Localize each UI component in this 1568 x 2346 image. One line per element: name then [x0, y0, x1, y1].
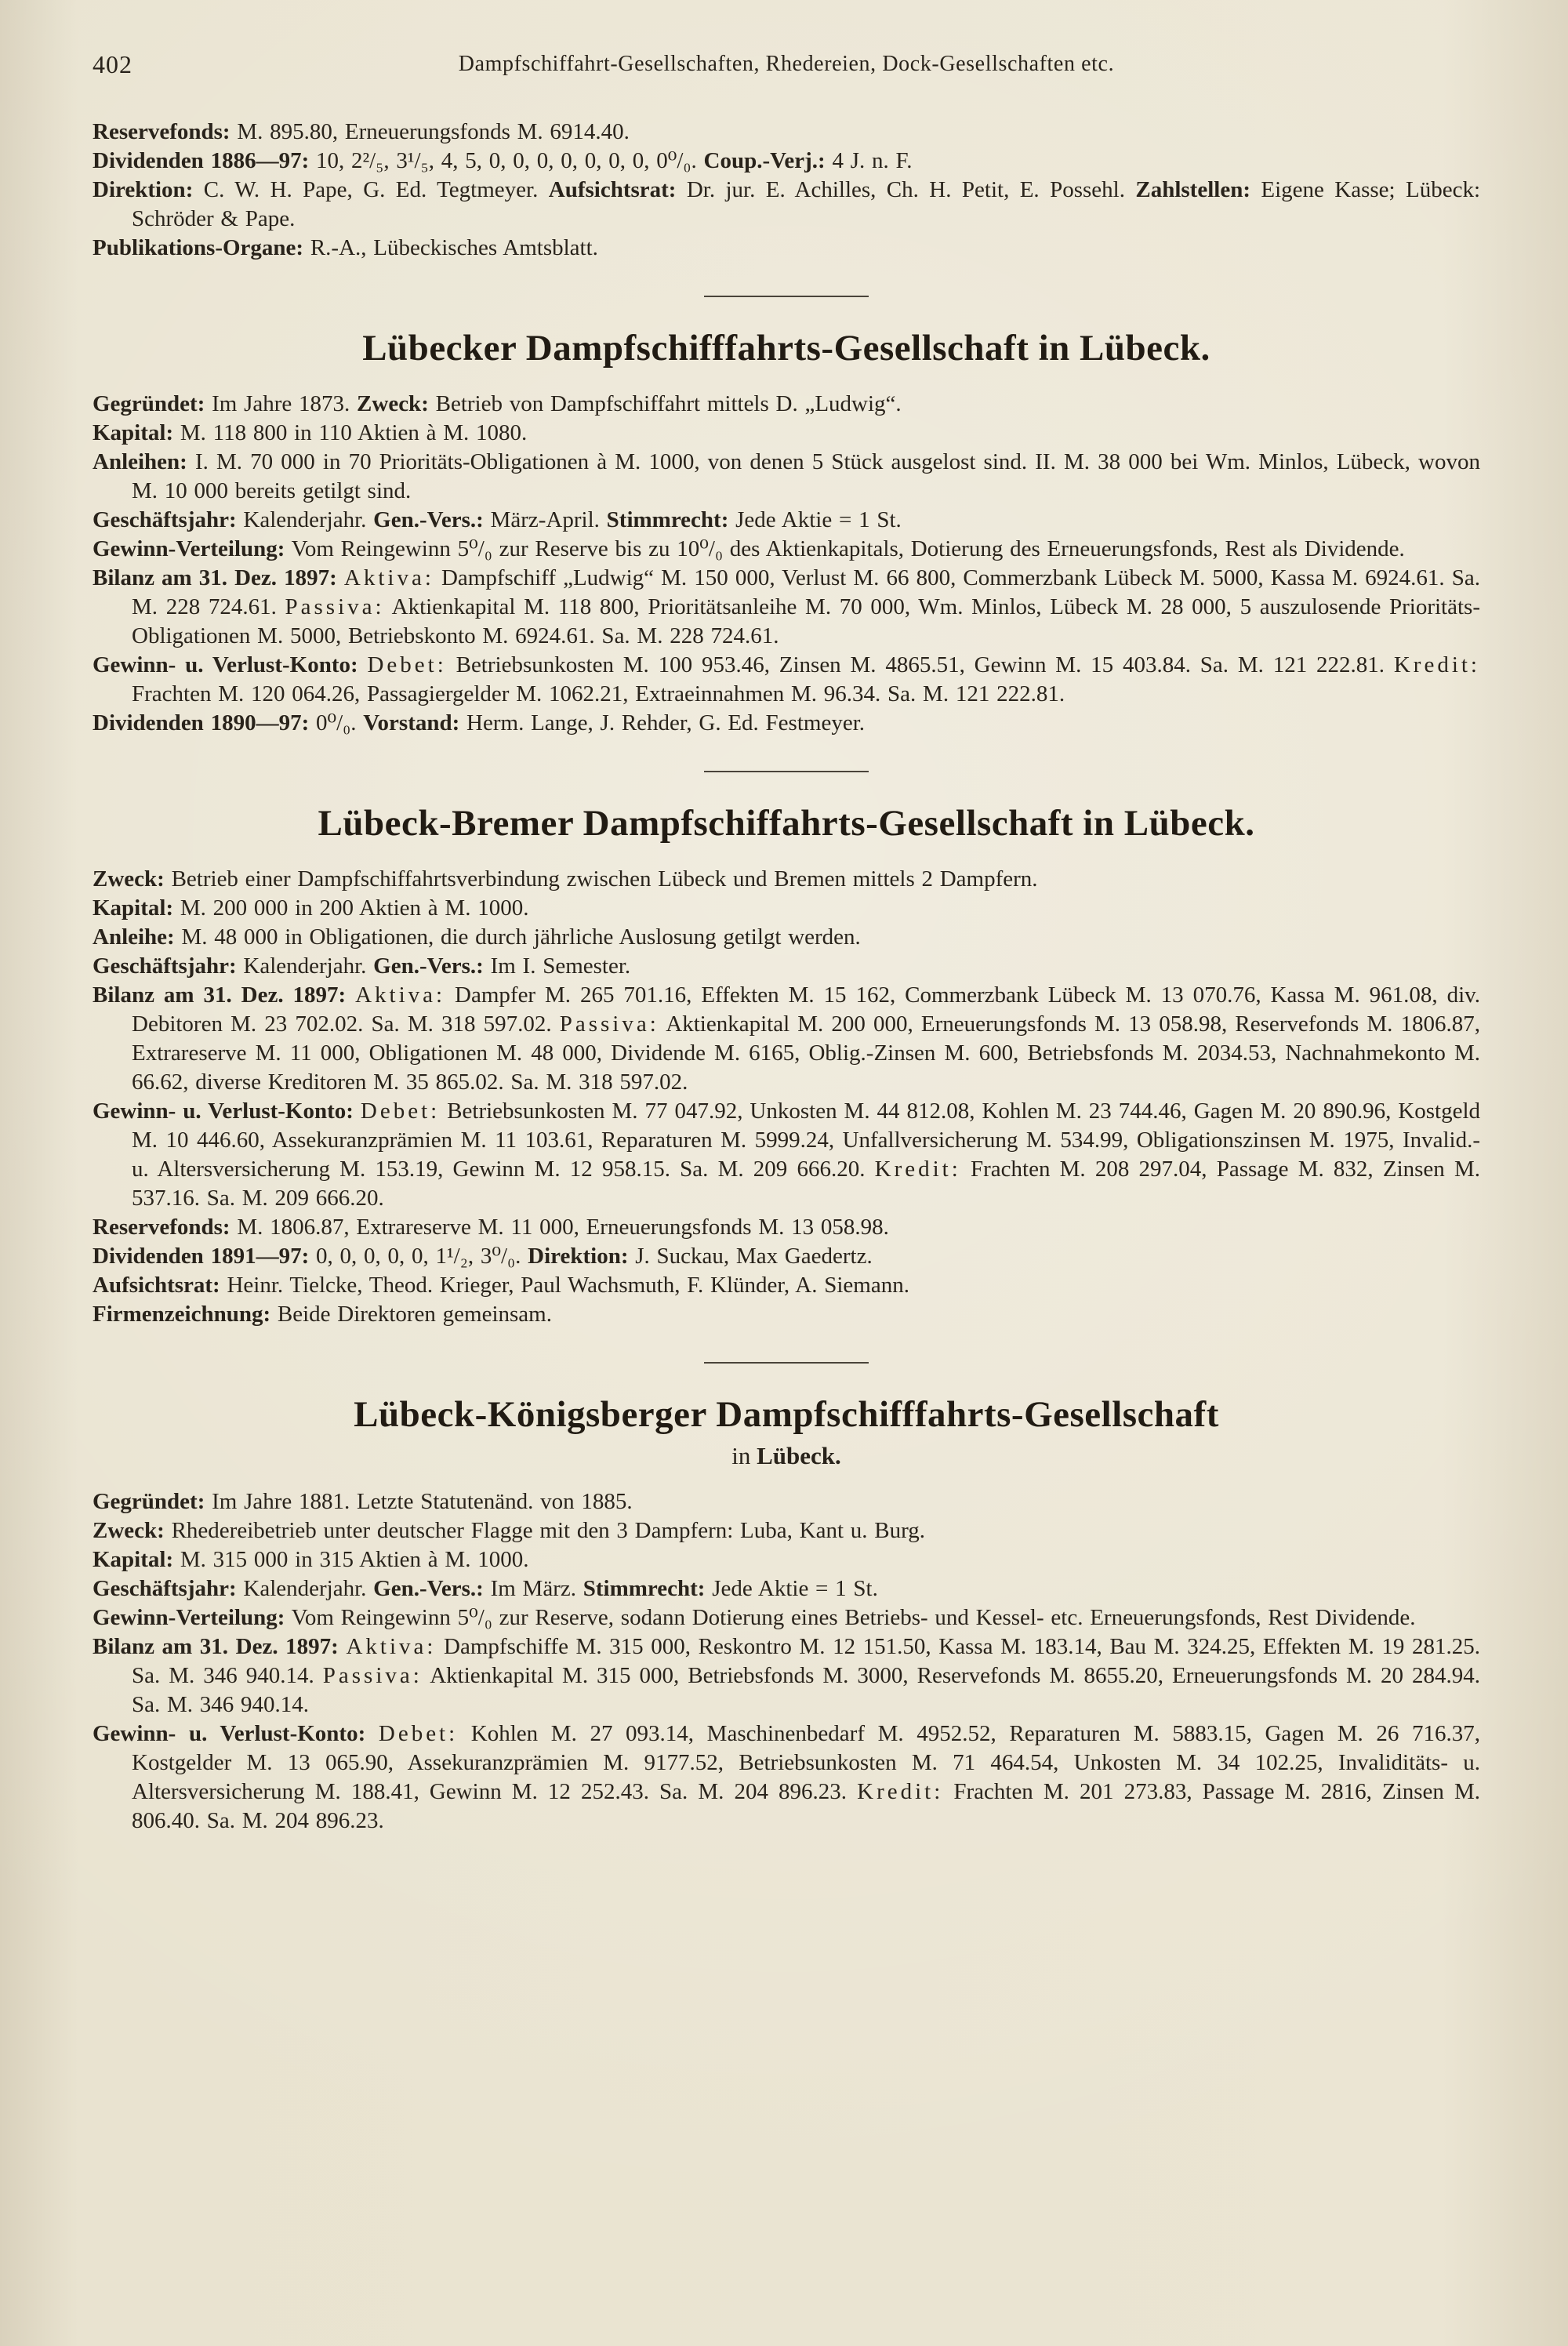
bold-label: Gewinn- u. Verlust-Konto: [93, 1721, 366, 1746]
text-run: M. 315 000 in 315 Aktien à M. 1000. [173, 1547, 529, 1572]
bold-label: Reservefonds: [93, 1215, 230, 1240]
text-run: 0, 0, 0, 0, 0, 1¹/₂, 3⁰/₀. [309, 1244, 528, 1269]
section-subheading [93, 1442, 1480, 1470]
bold-label: Direktion: [93, 177, 194, 202]
spaced-label: Debet: [360, 1099, 441, 1124]
bold-label: Bilanz am 31. Dez. 1897: [93, 1634, 339, 1659]
spaced-label: Passiva: [322, 1663, 423, 1688]
text-run: Im Jahre 1881. Letzte Statutenänd. von 1885. [205, 1489, 633, 1514]
bold-label: Publikations-Organe: [93, 235, 304, 260]
text-run: Frachten M. 201 273.83, Passage M. 2816, Zinsen M. 806.40. Sa. M. 204 896.23. [132, 1779, 1480, 1833]
entry-paragraph [93, 1603, 1480, 1632]
spaced-label: Kredit: [857, 1779, 944, 1804]
bold-label: Kapital: [93, 895, 174, 921]
entry-paragraph [93, 923, 1480, 952]
bold-label: Stimmrecht: [606, 507, 729, 532]
bold-label: Gen.-Vers.: [373, 953, 484, 979]
bold-label: Zweck: [93, 1518, 165, 1543]
entry-paragraph [93, 981, 1480, 1097]
spaced-label: Kredit: [874, 1157, 961, 1182]
text-run: M. 48 000 in Obligationen, die durch jährliche Auslosung getilgt werden. [174, 924, 861, 950]
section-divider [704, 1362, 869, 1364]
bold-label: Gegründet: [93, 1489, 205, 1514]
bold-label: Gen.-Vers.: [373, 1576, 484, 1601]
text-run: Herm. Lange, J. Rehder, G. Ed. Festmeyer. [459, 710, 866, 735]
entry-paragraph [93, 865, 1480, 894]
spaced-label: Kredit: [1393, 652, 1480, 677]
page-number: 402 [93, 50, 132, 78]
bold-label: Gewinn- u. Verlust-Konto: [93, 652, 358, 677]
entry-paragraph [93, 1516, 1480, 1545]
text-run: Frachten M. 208 297.04, Passage M. 832, Zinsen M. 537.16. Sa. M. 209 666.20. [132, 1157, 1481, 1211]
text-run: Betriebsunkosten M. 77 047.92, Unkosten M. 44 812.08, Kohlen M. 23 744.46, Gagen M. 20 890.96, Kostgeld M. 10 446.60, Assekuranzprämien M. 11 103.61, Reparaturen M. 5999.24, Unfallversicherung M. 534.99, Obligationszinsen M. 1975, Invalid.- u. Altersversicherung M. 153.19, Gewinn M. 12 958.15. Sa. M. 209 666.20. [132, 1099, 1480, 1182]
bold-label: Gegründet: [93, 391, 205, 416]
bold-label: Firmenzeichnung: [93, 1302, 271, 1327]
entry-paragraph [93, 709, 1480, 738]
spaced-label: Aktiva: [343, 565, 434, 590]
bold-label: Anleihen: [93, 449, 187, 474]
text-run: Eigene Kasse; Lübeck: Schröder & Pape. [132, 177, 1481, 231]
text-run: Kalenderjahr. [236, 1576, 374, 1601]
entry-paragraph [93, 535, 1480, 564]
text-run: Dampfer M. 265 701.16, Effekten M. 15 162, Commerzbank Lübeck M. 13 070.76, Kassa M. 961.08, div. Debitoren M. 23 702.02. Sa. M. 318 597.02. [132, 982, 1481, 1037]
entry-paragraph [93, 419, 1480, 448]
text-run [354, 1099, 361, 1124]
entry-paragraph [93, 952, 1480, 981]
entry-paragraph [93, 651, 1480, 709]
bold-label: Anleihe: [93, 924, 175, 950]
section-divider [704, 296, 869, 297]
text-run: Kalenderjahr. [236, 953, 374, 979]
entry-paragraph [93, 176, 1480, 234]
bold-label: Reservefonds: [93, 119, 230, 144]
spaced-label: Debet: [367, 652, 447, 677]
sections-container [93, 118, 1480, 1836]
spaced-label: Debet: [378, 1721, 459, 1746]
bold-label: Aufsichtsrat: [548, 177, 677, 202]
text-run: 10, 2²/₅, 3¹/₅, 4, 5, 0, 0, 0, 0, 0, 0, 0, 0⁰/₀. [309, 148, 704, 173]
company-section [93, 118, 1480, 263]
bold-label: Coup.-Verj.: [703, 148, 826, 173]
text-run: Im März. [483, 1576, 583, 1601]
text-run: Betrieb von Dampfschiffahrt mittels D. „Ludwig“. [428, 391, 902, 416]
bold-label: Bilanz am 31. Dez. 1897: [93, 982, 347, 1008]
text-run [358, 652, 368, 677]
entry-paragraph [93, 1574, 1480, 1603]
text-run: M. 1806.87, Extrareserve M. 11 000, Erneuerungsfonds M. 13 058.98. [230, 1215, 889, 1240]
text-run: Dr. jur. E. Achilles, Ch. H. Petit, E. Possehl. [676, 177, 1136, 202]
entry-paragraph [93, 1487, 1480, 1516]
text-run: Betrieb einer Dampfschiffahrtsverbindung zwischen Lübeck und Bremen mittels 2 Dampfern. [164, 866, 1038, 892]
text-run [346, 982, 355, 1008]
bold-label: Kapital: [93, 420, 174, 445]
bold-label: Geschäftsjahr: [93, 1576, 237, 1601]
text-run: Im Jahre 1873. [205, 391, 358, 416]
company-section [93, 771, 1480, 1329]
bold-label: Dividenden 1886—97: [93, 148, 310, 173]
spaced-label: Aktiva: [346, 1634, 437, 1659]
section-heading: Lübeck-Bremer Dampfschiffahrts-Gesellschaft in Lübeck. [318, 803, 1255, 844]
entry-paragraph [93, 390, 1480, 419]
text-run: in [731, 1442, 757, 1469]
entry-paragraph [93, 894, 1480, 923]
text-run: Kalenderjahr. [236, 507, 374, 532]
text-run: Jede Aktie = 1 St. [705, 1576, 878, 1601]
text-run [365, 1721, 379, 1746]
text-run: Vom Reingewinn 5⁰/₀ zur Reserve bis zu 10⁰/₀ des Aktienkapitals, Dotierung des Erneuerungsfonds, Rest als Dividende. [285, 536, 1405, 561]
entry-paragraph [93, 1300, 1480, 1329]
entry-paragraph [93, 1097, 1480, 1213]
bold-label: Gewinn-Verteilung: [93, 1605, 285, 1630]
running-header [93, 50, 1480, 85]
section-divider [704, 771, 869, 772]
entry-paragraph [93, 1632, 1480, 1720]
text-run: C. W. H. Pape, G. Ed. Tegtmeyer. [193, 177, 549, 202]
bold-label: Aufsichtsrat: [93, 1273, 220, 1298]
text-run: Im I. Semester. [483, 953, 631, 979]
bold-label: Direktion: [528, 1244, 629, 1269]
company-section [93, 1362, 1480, 1836]
entry-paragraph [93, 1213, 1480, 1242]
text-run: Aktienkapital M. 118 800, Prioritätsanleihe M. 70 000, Wm. Minlos, Lübeck M. 28 000, 5 auszulosende Prioritäts-Obligationen M. 5000, Betriebskonto M. 6924.61. Sa. M. 228 724.61. [132, 594, 1480, 648]
entry-paragraph [93, 147, 1480, 176]
text-run: J. Suckau, Max Gaedertz. [628, 1244, 873, 1269]
text-run: Vom Reingewinn 5⁰/₀ zur Reserve, sodann Dotierung eines Betriebs- und Kessel- etc. Erneuerungsfonds, Rest Dividende. [285, 1605, 1416, 1630]
bold-label: Kapital: [93, 1547, 174, 1572]
entry-paragraph [93, 118, 1480, 147]
bold-label: Vorstand: [363, 710, 460, 735]
text-run: Rhedereibetrieb unter deutscher Flagge mit den 3 Dampfern: Luba, Kant u. Burg. [164, 1518, 925, 1543]
entry-paragraph [93, 448, 1480, 506]
text-run: Heinr. Tielcke, Theod. Krieger, Paul Wachsmuth, F. Klünder, A. Siemann. [220, 1273, 909, 1298]
text-run: 0⁰/₀. [309, 710, 364, 735]
spaced-label: Passiva: [559, 1011, 659, 1037]
entry-paragraph [93, 1545, 1480, 1574]
bold-label: Zweck: [357, 391, 429, 416]
text-run [339, 1634, 347, 1659]
bold-label: Gewinn- u. Verlust-Konto: [93, 1099, 354, 1124]
text-run: März-April. [483, 507, 607, 532]
bold-label: Gewinn-Verteilung: [93, 536, 285, 561]
text-run: Beide Direktoren gemeinsam. [270, 1302, 552, 1327]
text-run: Dampfschiffe M. 315 000, Reskontro M. 12 151.50, Kassa M. 183.14, Bau M. 324.25, Effekten M. 19 281.25. Sa. M. 346 940.14. [132, 1634, 1481, 1688]
bold-label: Dividenden 1891—97: [93, 1244, 310, 1269]
bold-label: Stimmrecht: [583, 1576, 706, 1601]
bold-label: Gen.-Vers.: [373, 507, 484, 532]
bold-label: Bilanz am 31. Dez. 1897: [93, 565, 337, 590]
text-run: Jede Aktie = 1 St. [728, 507, 902, 532]
entry-paragraph [93, 1720, 1480, 1836]
text-run [337, 565, 344, 590]
company-section [93, 296, 1480, 738]
bold-label: Geschäftsjahr: [93, 507, 237, 532]
section-heading: Lübeck-Königsberger Dampfschifffahrts-Gesellschaft [354, 1394, 1219, 1435]
text-run: I. M. 70 000 in 70 Prioritäts-Obligationen à M. 1000, von denen 5 Stück ausgelost sind. II. M. 38 000 bei Wm. Minlos, Lübeck, wovon M. 10 000 bereits getilgt sind. [132, 449, 1480, 503]
entry-paragraph [93, 1271, 1480, 1300]
text-run: R.-A., Lübeckisches Amtsblatt. [303, 235, 598, 260]
text-run: Betriebsunkosten M. 100 953.46, Zinsen M. 4865.51, Gewinn M. 15 403.84. Sa. M. 121 222.81. [446, 652, 1394, 677]
section-heading: Lübecker Dampfschifffahrts-Gesellschaft in Lübeck. [362, 328, 1210, 369]
bold-label: Geschäftsjahr: [93, 953, 237, 979]
spaced-label: Aktiva: [355, 982, 446, 1008]
entry-paragraph [93, 506, 1480, 535]
text-run: M. 118 800 in 110 Aktien à M. 1080. [173, 420, 528, 445]
text-run: M. 200 000 in 200 Aktien à M. 1000. [173, 895, 529, 921]
text-run: 4 J. n. F. [825, 148, 913, 173]
bold-label: Zweck: [93, 866, 165, 892]
text-run: Dampfschiff „Ludwig“ M. 150 000, Verlust M. 66 800, Commerzbank Lübeck M. 5000, Kassa M. 6924.61. Sa. M. 228 724.61. [132, 565, 1481, 619]
bold-label: Lübeck. [757, 1442, 841, 1469]
running-title: Dampfschiffahrt-Gesellschaften, Rhedereien, Dock-Gesellschaften etc. [458, 52, 1115, 76]
text-run: Frachten M. 120 064.26, Passagiergelder M. 1062.21, Extraeinnahmen M. 96.34. Sa. M. 121 222.81. [132, 681, 1065, 706]
text-run: Aktienkapital M. 315 000, Betriebsfonds M. 3000, Reservefonds M. 8655.20, Erneuerungsfonds M. 20 284.94. Sa. M. 346 940.14. [132, 1663, 1480, 1717]
text-run: Aktienkapital M. 200 000, Erneuerungsfonds M. 13 058.98, Reservefonds M. 1806.87, Extrareserve M. 11 000, Obligationen M. 48 000, Dividende M. 6165, Oblig.-Zinsen M. 600, Betriebsfonds M. 2034.53, Nachnahmekonto M. 66.62, diverse Kreditoren M. 35 865.02. Sa. M. 318 597.02. [132, 1011, 1481, 1095]
bold-label: Zahlstellen: [1135, 177, 1250, 202]
entry-paragraph [93, 564, 1480, 651]
bold-label: Dividenden 1890—97: [93, 710, 310, 735]
text-run: M. 895.80, Erneuerungsfonds M. 6914.40. [230, 119, 630, 144]
spaced-label: Passiva: [285, 594, 385, 619]
text-run: Kohlen M. 27 093.14, Maschinenbedarf M. 4952.52, Reparaturen M. 5883.15, Gagen M. 26 716.37, Kostgelder M. 13 065.90, Assekuranzprämien M. 9177.52, Betriebsunkosten M. 71 464.54, Unkosten M. 34 102.25, Invaliditäts- u. Altersversicherung M. 188.41, Gewinn M. 12 252.43. Sa. M. 204 896.23. [132, 1721, 1481, 1804]
entry-paragraph [93, 1242, 1480, 1271]
entry-paragraph [93, 234, 1480, 263]
